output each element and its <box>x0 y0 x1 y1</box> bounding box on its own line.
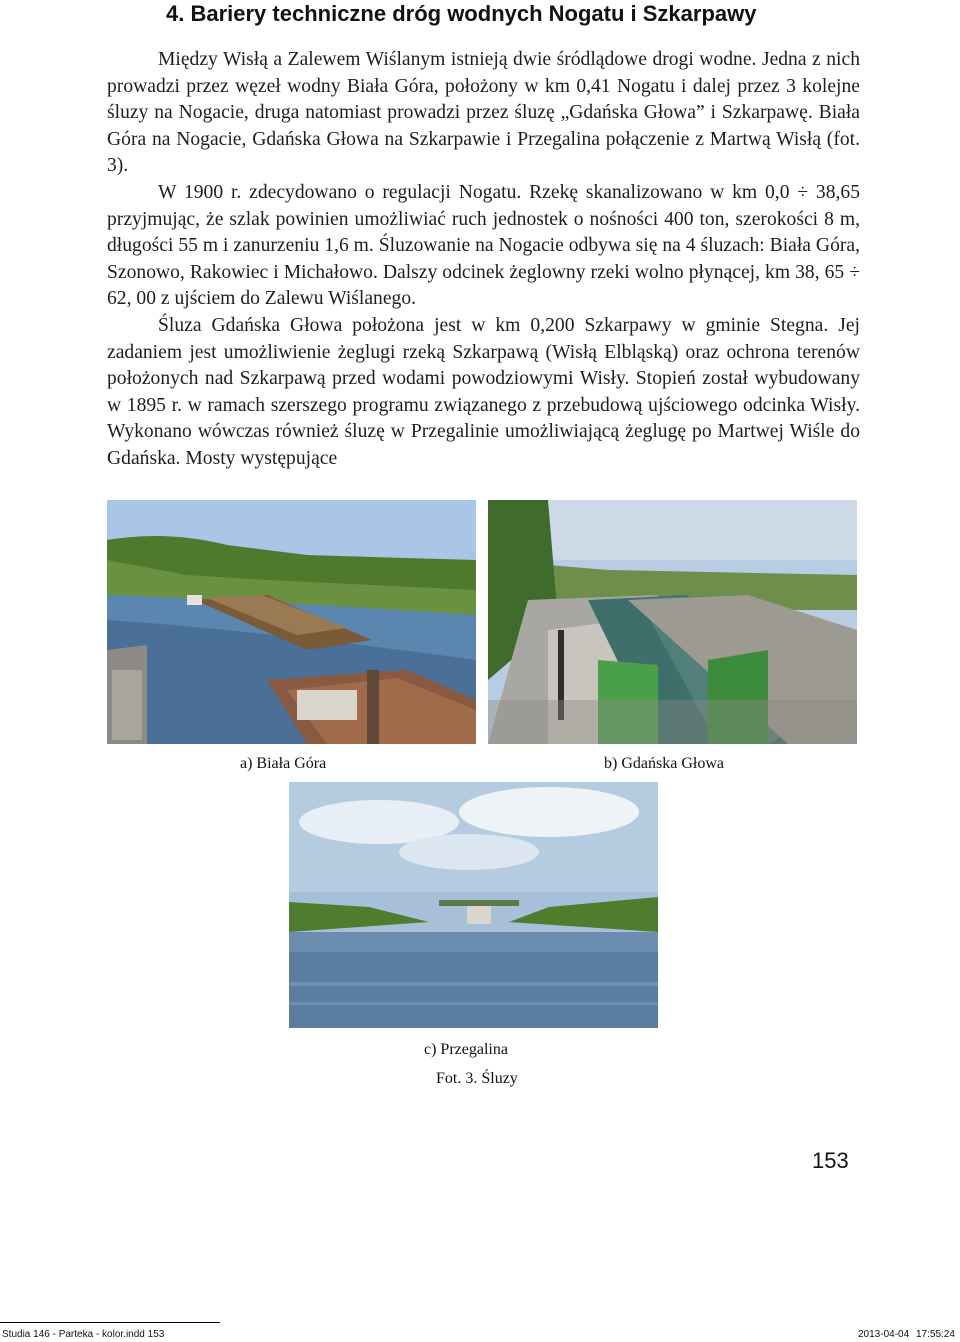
photo-biala-gora <box>107 500 476 744</box>
slug-time: 17:55:24 <box>916 1329 955 1340</box>
slug-date: 2013-04-04 <box>858 1329 910 1340</box>
page-number: 153 <box>812 1148 849 1173</box>
paragraph-1: Między Wisłą a Zalewem Wiślanym istnieją dwie śródlądowe drogi wodne. Jedna z nich prowadzi przez węzeł wodny Biała Góra, położony w km 0,41 Nogatu i dalej przez 3 kolejne śluzy na Nogacie, druga natomiast prowadzi przez śluzę „Gdańska Głowa” i Szkarpawę. Biała Góra na Nogacie, Gdańska Głowa na Szkarpawie i Przegalina połączenie z Martwą Wisłą (fot. 3). <box>107 49 860 177</box>
figure-title: Fot. 3. Śluzy <box>436 1070 518 1087</box>
paragraph-2: W 1900 r. zdecydowano o regulacji Nogatu. Rzekę skanalizowano w km 0,0 ÷ 38,65 przyjmując, że szlak powinien umożliwiać ruch jednostek o nośności 400 ton, szerokości 8 m, długości 55 m i zanurzeniu 1,6 m. Śluzowanie na Nogacie odbywa się na 4 śluzach: Biała Góra, Szonowo, Rakowiec i Michałowo. Dalszy odcinek żeglowny rzeki wolno płynącej, km 38, 65 ÷ 62, 00 z ujściem do Zalewu Wiślanego. <box>107 181 860 310</box>
body-text <box>107 47 860 473</box>
section-heading: 4. Bariery techniczne dróg wodnych Nogatu i Szkarpawy <box>166 1 757 26</box>
slug-file: Studia 146 - Parteka - kolor.indd 153 <box>2 1329 165 1340</box>
photo-gdanska-glowa <box>488 500 857 744</box>
photo-przegalina <box>289 782 658 1028</box>
paragraph-3: Śluza Gdańska Głowa położona jest w km 0,200 Szkarpawy w gminie Stegna. Jej zadaniem jest umożliwienie żeglugi rzeką Szkarpawą (Wisłą Elbląską) oraz ochrona terenów położonych nad Szkarpawą przed wodami powodziowymi Wisły. Stopień został wybudowany w 1895 r. w ramach szerszego programu związanego z przebudową ujściowego odcinka Wisły. Wykonano wówczas również śluzę w Przegalinie umożliwiającą żeglugę po Martwej Wiśle do Gdańska. Mosty występujące <box>107 314 860 469</box>
caption-c: c) Przegalina <box>424 1041 508 1058</box>
crop-mark <box>0 1322 220 1323</box>
caption-b: b) Gdańska Głowa <box>604 755 724 772</box>
caption-a: a) Biała Góra <box>240 755 327 772</box>
